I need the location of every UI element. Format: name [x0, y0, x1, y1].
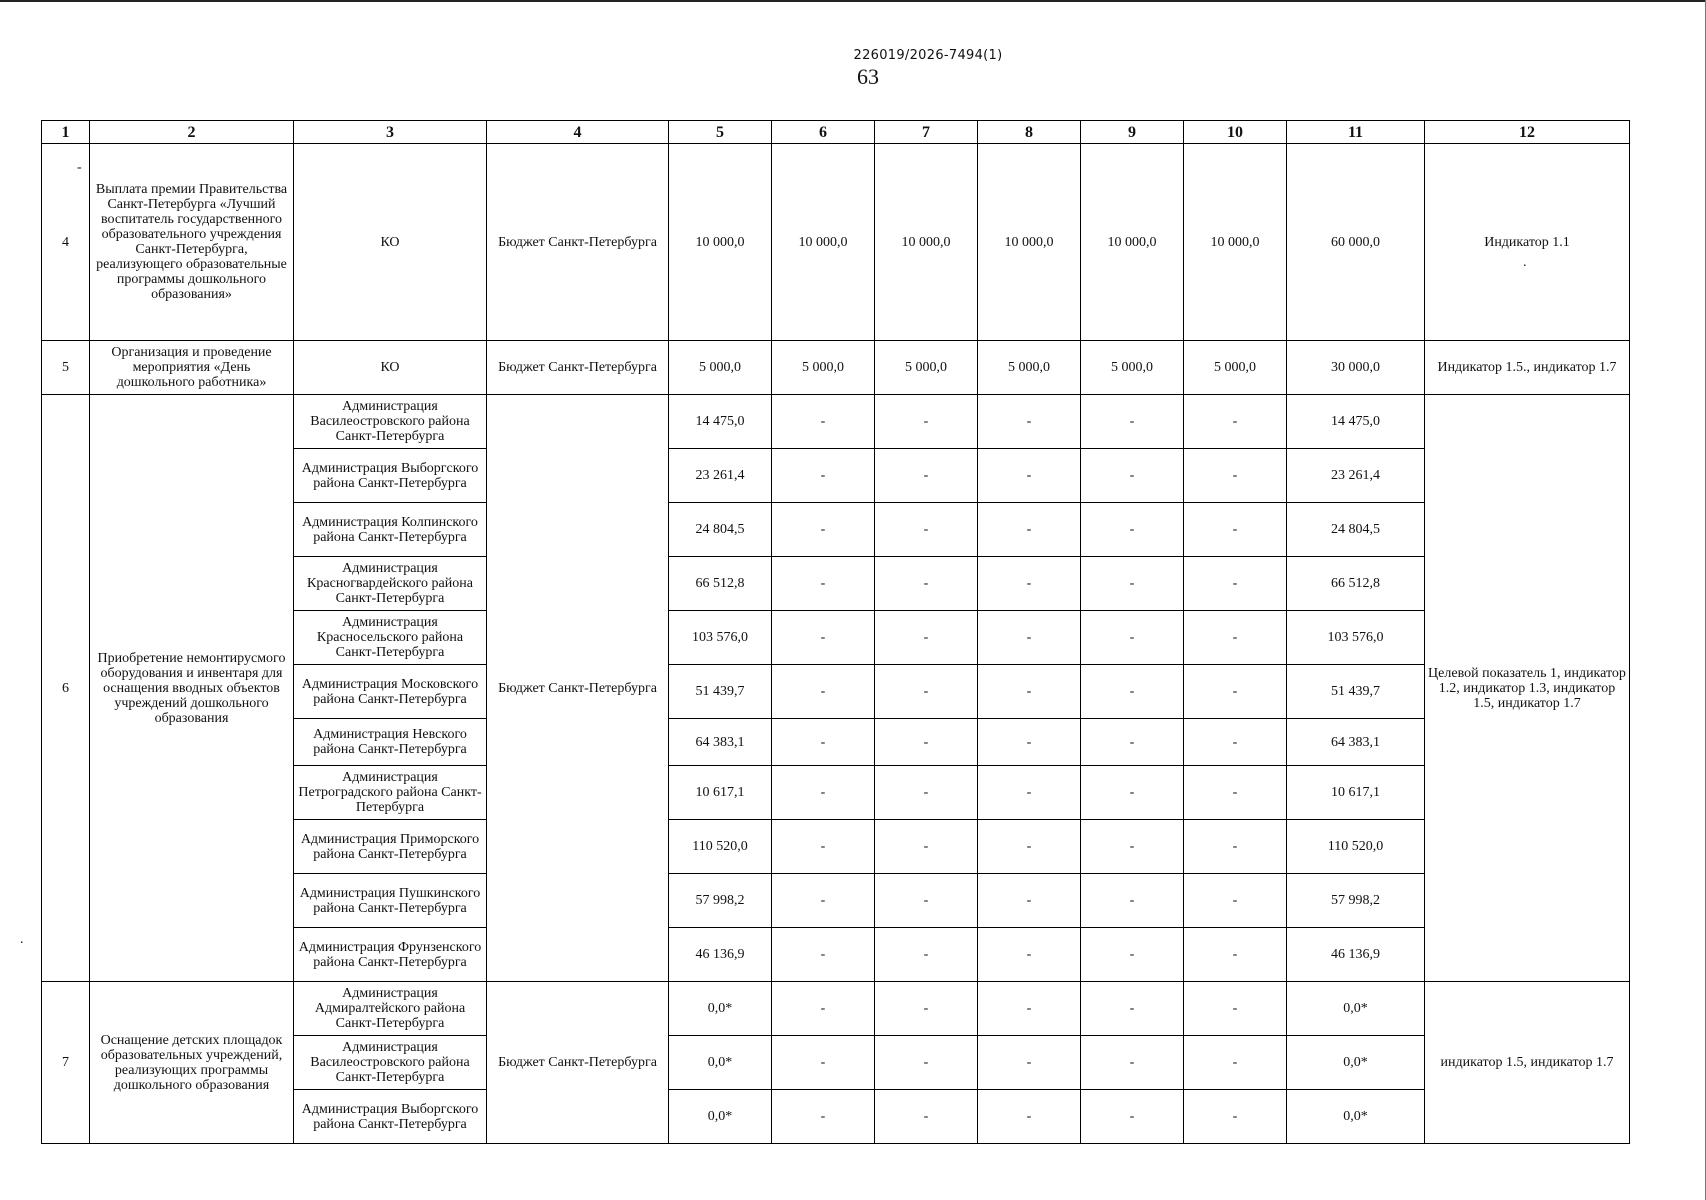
total-cell: 14 475,0: [1287, 395, 1425, 449]
total-cell: 23 261,4: [1287, 449, 1425, 503]
dash-cell: -: [772, 766, 875, 820]
executor: Администрация Приморского района Санкт-Петербурга: [294, 820, 487, 874]
dash-cell: -: [772, 874, 875, 928]
dash-cell: -: [1081, 503, 1184, 557]
amount-cell: 24 804,5: [669, 503, 772, 557]
dash-cell: -: [875, 503, 978, 557]
dash-cell: -: [772, 557, 875, 611]
dash-cell: -: [772, 611, 875, 665]
dash-cell: -: [978, 665, 1081, 719]
executor: Администрация Василеостровского района Санкт-Петербурга: [294, 1036, 487, 1090]
dash-cell: -: [772, 820, 875, 874]
amount-cell: 5 000,0: [875, 341, 978, 395]
amount-cell: 103 576,0: [669, 611, 772, 665]
column-number: 2: [90, 121, 294, 144]
dash-cell: -: [875, 1090, 978, 1144]
executor: Администрация Выборгского района Санкт-Петербурга: [294, 1090, 487, 1144]
column-number: 12: [1425, 121, 1630, 144]
dash-cell: -: [875, 557, 978, 611]
executor: Администрация Василеостровского района Санкт-Петербурга: [294, 395, 487, 449]
amount-cell: 0,0*: [669, 982, 772, 1036]
amount-cell: 57 998,2: [669, 874, 772, 928]
dash-cell: -: [1081, 766, 1184, 820]
dash-cell: -: [1081, 874, 1184, 928]
total-cell: 0,0*: [1287, 1036, 1425, 1090]
total-cell: 57 998,2: [1287, 874, 1425, 928]
executor: КО: [294, 341, 487, 395]
funding-source: Бюджет Санкт-Петербурга: [487, 982, 669, 1144]
amount-cell: 46 136,9: [669, 928, 772, 982]
dash-cell: -: [1081, 395, 1184, 449]
total-cell: 30 000,0: [1287, 341, 1425, 395]
row-number: 6: [42, 395, 90, 982]
dash-cell: -: [772, 719, 875, 766]
dash-cell: -: [875, 928, 978, 982]
stray-mark: .: [1523, 255, 1527, 270]
column-number: 1: [42, 121, 90, 144]
amount-cell: 23 261,4: [669, 449, 772, 503]
table-row: [42, 982, 1630, 1036]
amount-cell: 0,0*: [669, 1036, 772, 1090]
dash-cell: -: [1184, 557, 1287, 611]
dash-cell: -: [1184, 766, 1287, 820]
dash-cell: -: [978, 503, 1081, 557]
total-cell: 24 804,5: [1287, 503, 1425, 557]
dash-cell: -: [1081, 1090, 1184, 1144]
executor: Администрация Московского района Санкт-Петербурга: [294, 665, 487, 719]
total-cell: 0,0*: [1287, 982, 1425, 1036]
amount-cell: 10 000,0: [669, 144, 772, 341]
executor: КО: [294, 144, 487, 341]
funding-source: Бюджет Санкт-Петербурга: [487, 144, 669, 341]
dash-cell: -: [1184, 611, 1287, 665]
executor: Администрация Петроградского района Санкт-Петербурга: [294, 766, 487, 820]
amount-cell: 10 000,0: [1184, 144, 1287, 341]
dash-cell: -: [875, 719, 978, 766]
amount-cell: 10 000,0: [1081, 144, 1184, 341]
total-cell: 66 512,8: [1287, 557, 1425, 611]
column-number: 7: [875, 121, 978, 144]
table-row: [42, 395, 1630, 449]
executor: Администрация Колпинского района Санкт-Петербурга: [294, 503, 487, 557]
column-number: 5: [669, 121, 772, 144]
executor: Администрация Пушкинского района Санкт-Петербурга: [294, 874, 487, 928]
dash-cell: -: [1184, 395, 1287, 449]
dash-cell: -: [772, 503, 875, 557]
dash-cell: -: [1184, 449, 1287, 503]
amount-cell: 5 000,0: [1184, 341, 1287, 395]
table-row: [42, 341, 1630, 395]
dash-cell: -: [772, 395, 875, 449]
dash-cell: -: [978, 611, 1081, 665]
executor: Администрация Фрунзенского района Санкт-Петербурга: [294, 928, 487, 982]
amount-cell: 5 000,0: [1081, 341, 1184, 395]
dash-cell: -: [875, 1036, 978, 1090]
dash-cell: -: [875, 395, 978, 449]
indicator-cell: Целевой показатель 1, индикатор 1.2, индикатор 1.3, индикатор 1.5, индикатор 1.7: [1425, 395, 1630, 982]
executor: Администрация Красносельского района Санкт-Петербурга: [294, 611, 487, 665]
row-number: 4: [42, 144, 90, 341]
page-number: 63: [857, 64, 879, 89]
funding-source: Бюджет Санкт-Петербурга: [487, 341, 669, 395]
dash-cell: -: [978, 874, 1081, 928]
activity-name: Оснащение детских площадок образовательных учреждений, реализующих программы дошкольного образования: [90, 982, 294, 1144]
amount-cell: 10 000,0: [978, 144, 1081, 341]
column-number: 6: [772, 121, 875, 144]
indicator-cell: индикатор 1.5, индикатор 1.7: [1425, 982, 1630, 1144]
dash-cell: -: [1081, 982, 1184, 1036]
dash-cell: -: [1184, 719, 1287, 766]
indicator-cell: Индикатор 1.5., индикатор 1.7: [1425, 341, 1630, 395]
dash-cell: -: [875, 766, 978, 820]
column-number-row: [42, 121, 1630, 144]
scan-edge-top: [0, 0, 1706, 2]
dash-cell: -: [1081, 820, 1184, 874]
dash-cell: -: [875, 874, 978, 928]
amount-cell: 51 439,7: [669, 665, 772, 719]
stray-mark: -: [77, 160, 82, 175]
activity-name: Выплата премии Правительства Санкт-Петербурга «Лучший воспитатель государственного образовательного учреждения Санкт-Петербурга, реализующего образовательные программы дошкольного образования»: [90, 144, 294, 341]
dash-cell: -: [875, 449, 978, 503]
column-number: 3: [294, 121, 487, 144]
dash-cell: -: [978, 928, 1081, 982]
amount-cell: 64 383,1: [669, 719, 772, 766]
dash-cell: -: [978, 395, 1081, 449]
dash-cell: -: [772, 1036, 875, 1090]
executor: Администрация Невского района Санкт-Петербурга: [294, 719, 487, 766]
dash-cell: -: [978, 719, 1081, 766]
dash-cell: -: [875, 982, 978, 1036]
dash-cell: -: [1081, 719, 1184, 766]
column-number: 11: [1287, 121, 1425, 144]
total-cell: 46 136,9: [1287, 928, 1425, 982]
executor: Администрация Красногвардейского района Санкт-Петербурга: [294, 557, 487, 611]
dash-cell: -: [978, 982, 1081, 1036]
dash-cell: -: [875, 665, 978, 719]
dash-cell: -: [1184, 503, 1287, 557]
table-row: [42, 144, 1630, 341]
dash-cell: -: [978, 449, 1081, 503]
dash-cell: -: [1081, 557, 1184, 611]
column-number: 10: [1184, 121, 1287, 144]
amount-cell: 10 000,0: [772, 144, 875, 341]
dash-cell: -: [772, 665, 875, 719]
activity-name: Приобретение немонтирусмого оборудования и инвентаря для оснащения вводных объектов учреждений дошкольного образования: [90, 395, 294, 982]
dash-cell: -: [772, 982, 875, 1036]
total-cell: 60 000,0: [1287, 144, 1425, 341]
dash-cell: -: [1081, 611, 1184, 665]
total-cell: 10 617,1: [1287, 766, 1425, 820]
amount-cell: 5 000,0: [772, 341, 875, 395]
dash-cell: -: [1081, 449, 1184, 503]
row-number: 5: [42, 341, 90, 395]
row-number: 7: [42, 982, 90, 1144]
dash-cell: -: [1184, 928, 1287, 982]
total-cell: 51 439,7: [1287, 665, 1425, 719]
amount-cell: 0,0*: [669, 1090, 772, 1144]
dash-cell: -: [978, 557, 1081, 611]
dash-cell: -: [1184, 665, 1287, 719]
dash-cell: -: [772, 1090, 875, 1144]
dash-cell: -: [1081, 665, 1184, 719]
dash-cell: -: [875, 611, 978, 665]
dash-cell: -: [1184, 1036, 1287, 1090]
dash-cell: -: [1081, 1036, 1184, 1090]
dash-cell: -: [978, 1036, 1081, 1090]
column-number: 8: [978, 121, 1081, 144]
dash-cell: -: [978, 1090, 1081, 1144]
amount-cell: 5 000,0: [978, 341, 1081, 395]
executor: Администрация Выборгского района Санкт-Петербурга: [294, 449, 487, 503]
amount-cell: 5 000,0: [669, 341, 772, 395]
dash-cell: -: [1184, 1090, 1287, 1144]
amount-cell: 10 000,0: [875, 144, 978, 341]
amount-cell: 14 475,0: [669, 395, 772, 449]
dash-cell: -: [875, 820, 978, 874]
dash-cell: -: [978, 766, 1081, 820]
column-number: 4: [487, 121, 669, 144]
total-cell: 64 383,1: [1287, 719, 1425, 766]
column-number: 9: [1081, 121, 1184, 144]
dash-cell: -: [1184, 874, 1287, 928]
stray-mark: .: [20, 932, 24, 947]
dash-cell: -: [1184, 820, 1287, 874]
amount-cell: 10 617,1: [669, 766, 772, 820]
amount-cell: 110 520,0: [669, 820, 772, 874]
dash-cell: -: [978, 820, 1081, 874]
total-cell: 0,0*: [1287, 1090, 1425, 1144]
amount-cell: 66 512,8: [669, 557, 772, 611]
indicator-cell: Индикатор 1.1: [1425, 144, 1630, 341]
total-cell: 110 520,0: [1287, 820, 1425, 874]
dash-cell: -: [1081, 928, 1184, 982]
executor: Администрация Адмиралтейского района Санкт-Петербурга: [294, 982, 487, 1036]
dash-cell: -: [1184, 982, 1287, 1036]
document-id: 226019/2026-7494(1): [853, 48, 1003, 63]
dash-cell: -: [772, 449, 875, 503]
funding-source: Бюджет Санкт-Петербурга: [487, 395, 669, 982]
program-activities-table: [41, 120, 1630, 1144]
total-cell: 103 576,0: [1287, 611, 1425, 665]
activity-name: Организация и проведение мероприятия «День дошкольного работника»: [90, 341, 294, 395]
dash-cell: -: [772, 928, 875, 982]
